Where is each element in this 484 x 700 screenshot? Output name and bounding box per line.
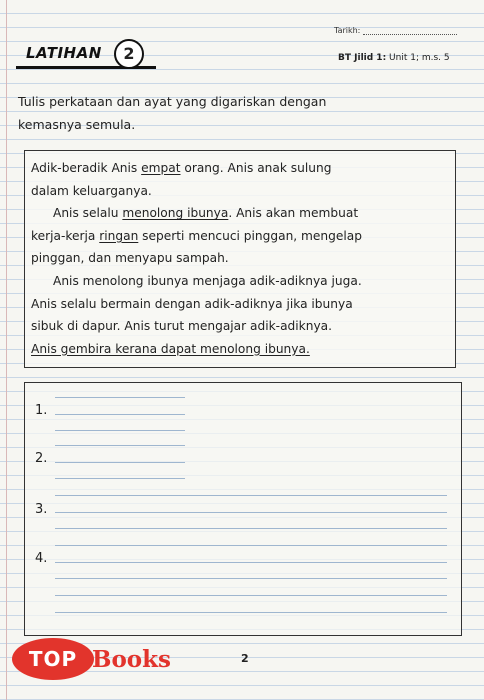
answer-box bbox=[24, 382, 462, 636]
writing-line bbox=[55, 445, 185, 446]
book-ref-bold: BT Jilid 1: bbox=[338, 53, 387, 63]
date-label: Tarikh: bbox=[334, 26, 361, 35]
writing-line bbox=[55, 562, 447, 563]
passage-line: Adik-beradik Anis empat orang. Anis anak sulung bbox=[31, 161, 332, 175]
passage-line: Anis selalu menolong ibunya. Anis akan membuat bbox=[53, 206, 359, 221]
instruction-line-1: Tulis perkataan dan ayat yang digariskan dengan bbox=[18, 94, 327, 109]
instruction-line-2: kemasnya semula. bbox=[18, 117, 136, 132]
writing-line bbox=[55, 478, 185, 479]
exercise-label: LATIHAN bbox=[26, 44, 102, 62]
book-ref-rest: Unit 1; m.s. 5 bbox=[386, 53, 450, 63]
logo-top: TOP bbox=[12, 638, 94, 680]
writing-line bbox=[55, 578, 447, 579]
writing-line bbox=[55, 545, 447, 546]
answer-number-1: 1. bbox=[35, 403, 48, 418]
underlined-word: ringan bbox=[99, 228, 139, 243]
writing-line bbox=[55, 528, 447, 529]
writing-line bbox=[55, 414, 185, 415]
book-reference bbox=[338, 53, 450, 63]
margin-line bbox=[6, 0, 7, 700]
writing-line bbox=[55, 612, 447, 613]
underlined-sentence: Anis gembira kerana dapat menolong ibunya. bbox=[31, 341, 310, 356]
passage-line: sibuk di dapur. Anis turut mengajar adik-adiknya. bbox=[31, 319, 333, 334]
passage-line bbox=[31, 338, 451, 361]
writing-line bbox=[55, 462, 185, 463]
underlined-phrase: menolong ibunya bbox=[122, 206, 229, 221]
instruction bbox=[18, 90, 438, 136]
exercise-number: 2 bbox=[114, 39, 144, 69]
passage-line: Anis menolong ibunya menjaga adik-adiknya juga. bbox=[53, 273, 362, 288]
reading-passage-box bbox=[24, 150, 456, 368]
writing-line bbox=[55, 512, 447, 513]
logo-books: Books bbox=[92, 646, 172, 673]
writing-line bbox=[55, 430, 185, 431]
passage-line: pinggan, dan menyapu sampah. bbox=[31, 251, 229, 266]
answer-number-2: 2. bbox=[35, 451, 48, 466]
passage-line: Anis selalu bermain dengan adik-adiknya jika ibunya bbox=[31, 296, 353, 311]
writing-line bbox=[55, 397, 185, 398]
underlined-word: empat bbox=[141, 161, 181, 175]
date-field bbox=[334, 26, 457, 35]
exercise-heading bbox=[16, 38, 148, 70]
date-blank bbox=[363, 34, 457, 35]
answer-number-4: 4. bbox=[35, 551, 48, 566]
passage-line: kerja-kerja ringan seperti mencuci pinggan, mengelap bbox=[31, 228, 362, 243]
writing-line bbox=[55, 495, 447, 496]
passage-line: dalam keluarganya. bbox=[31, 183, 152, 198]
page-number: 2 bbox=[241, 652, 249, 665]
topbooks-logo bbox=[12, 638, 187, 682]
answer-number-3: 3. bbox=[35, 502, 48, 517]
writing-line bbox=[55, 595, 447, 596]
